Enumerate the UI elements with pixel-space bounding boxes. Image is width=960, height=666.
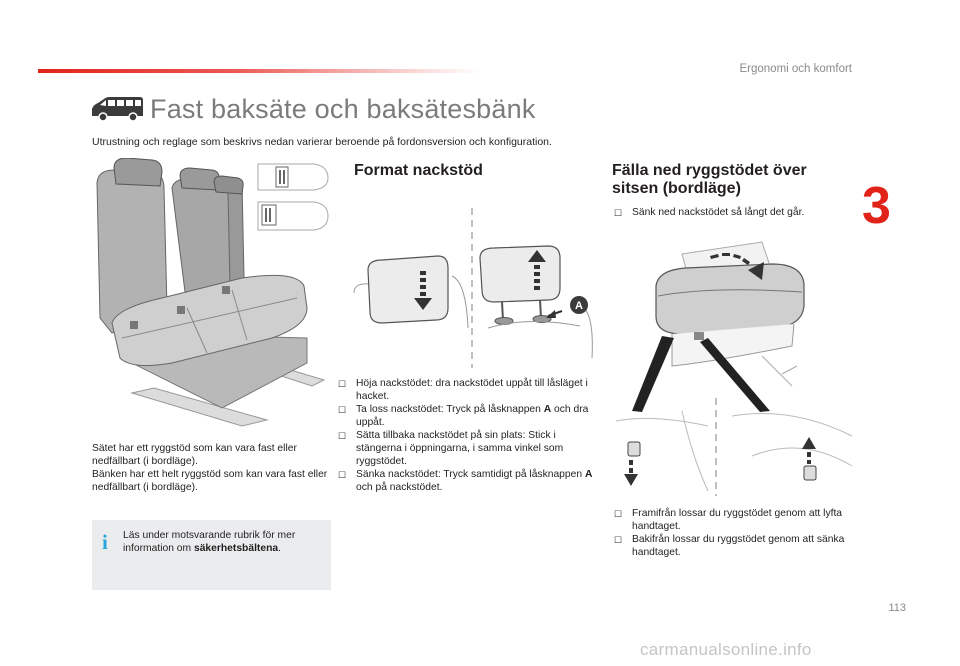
van-icon (90, 96, 145, 122)
fold-instructions-bottom (614, 508, 850, 560)
label-a: A (575, 300, 583, 312)
description-line: Sätet har ett ryggstöd som kan vara fast eller nedfällbart (i bordläge). (92, 443, 297, 467)
seat-description (92, 442, 332, 494)
list-item: ☐ Ta loss nackstödet: Tryck på låsknappen A och dra uppåt. (338, 404, 594, 429)
info-bold: säkerhetsbältena (193, 543, 279, 554)
page-title: Fast baksäte och baksätesbänk (150, 94, 536, 124)
list-item: ☐ Framifrån lossar du ryggstödet genom att lyfta handtaget. (614, 508, 850, 533)
heading-fold-backrest: Fälla ned ryggstödet över sitsen (bordläge) (612, 162, 807, 197)
chapter-number: 3 (862, 177, 891, 235)
info-icon: i (102, 530, 108, 554)
list-item: ☐ Bakifrån lossar du ryggstödet genom att sänka handtaget. (614, 534, 850, 559)
headrest-diagram (348, 208, 598, 373)
heading-headrest: Format nackstöd (354, 162, 483, 179)
info-text: Läs under motsvarande rubrik för mer information om säkerhetsbältena. (123, 530, 296, 554)
page-number: 113 (888, 602, 906, 614)
list-item: ☐ Sänk ned nackstödet så långt det går. (614, 207, 850, 220)
intro-text: Utrustning och reglage som beskrivs nedan varierar beroende på fordonsversion och konfiguration. (92, 136, 552, 148)
info-box (92, 520, 331, 590)
list-item: ☐ Höja nackstödet: dra nackstödet uppåt till låsläget i hacket. (338, 378, 594, 403)
fold-backrest-diagram (612, 236, 857, 498)
fold-instruction-top (614, 207, 850, 221)
header-accent-bar (38, 69, 480, 73)
description-line: Bänken har ett helt ryggstöd som kan vara fast eller nedfällbart (i bordläge). (92, 469, 328, 493)
van-top-view-diagram (254, 158, 332, 238)
watermark: carmanualsonline.info (640, 640, 812, 659)
headrest-instructions (338, 378, 594, 495)
section-title: Ergonomi och komfort (739, 63, 852, 75)
list-item: ☐ Sätta tillbaka nackstödet på sin plats: Stick i stängerna i öppningarna, i samma vinkel som ryggstödet. (338, 430, 594, 468)
list-item: ☐ Sänka nackstödet: Tryck samtidigt på låsknappen A och på nackstödet. (338, 469, 594, 494)
